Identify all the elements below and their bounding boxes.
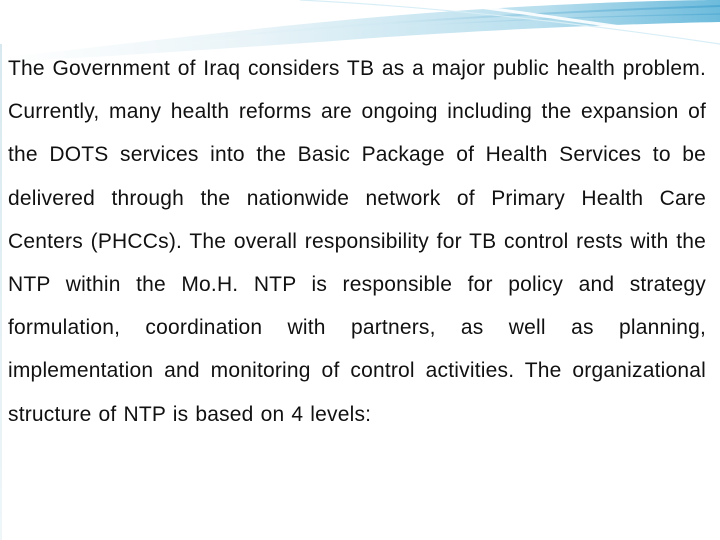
body-paragraph: The Government of Iraq considers TB as a major public health problem. Currently, many health reforms are ongoing including the expansion of the DOTS services into the Basic Package of Health Services to be delivered through the nationwide network of Primary Health Care Centers (PHCCs). The overall responsibility for TB control rests with the NTP within the Mo.H. NTP is responsible for policy and strategy formulation, coordination with partners, as well as planning, implementation and monitoring of control activities. The organizational structure of NTP is based on 4 levels: xyxy=(8,57,706,426)
left-border-line xyxy=(0,44,2,540)
